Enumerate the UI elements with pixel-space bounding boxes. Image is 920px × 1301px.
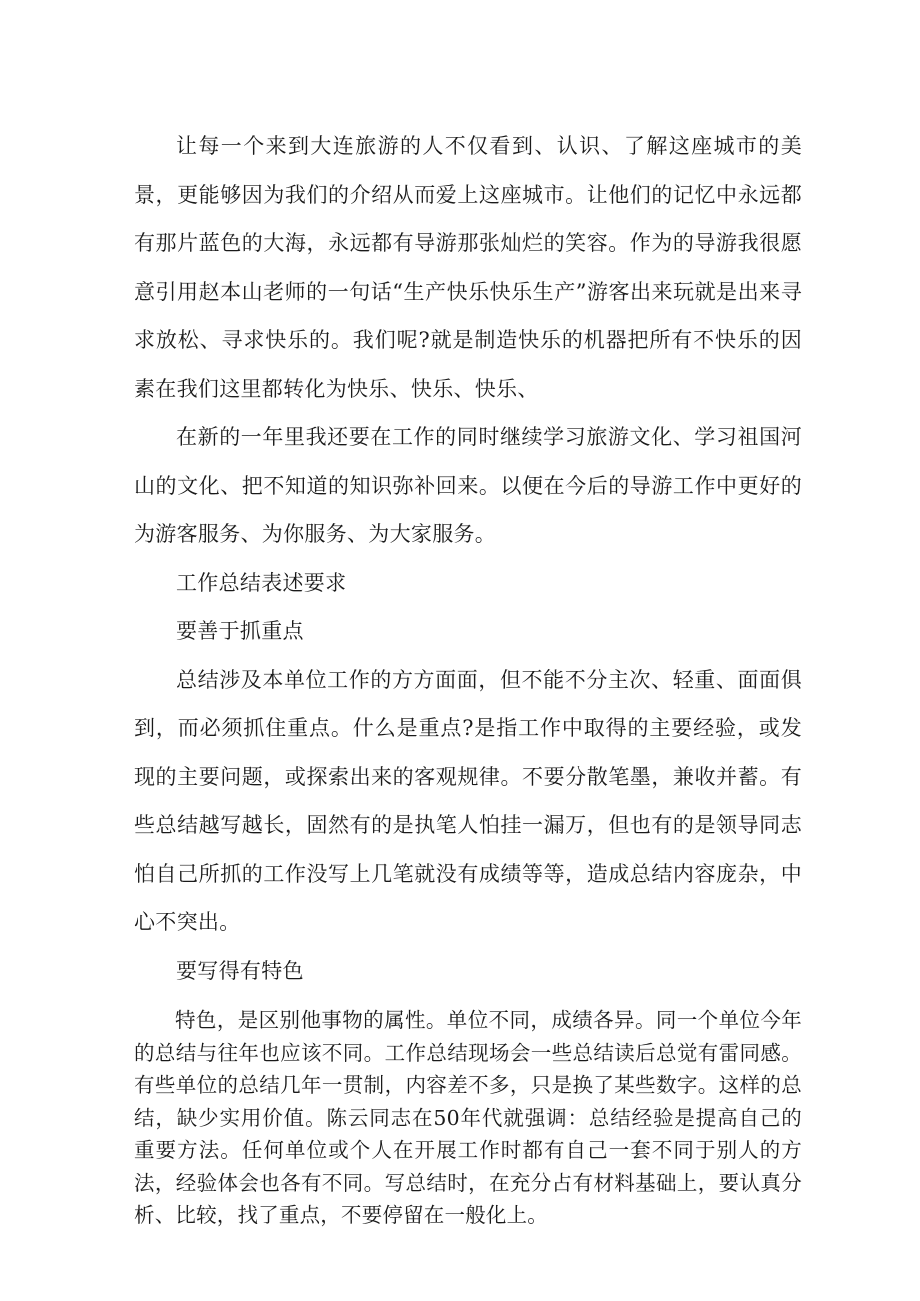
paragraph-new-year-plan: 在新的一年里我还要在工作的同时继续学习旅游文化、学习祖国河山的文化、把不知道的知识弥补回来。以便在今后的导游工作中更好的为游客服务、为你服务、为大家服务。: [134, 425, 802, 546]
document-body: [134, 122, 802, 1232]
paragraph-key-points: 总结涉及本单位工作的方方面面，但不能不分主次、轻重、面面俱到，而必须抓住重点。什么是重点?是指工作中取得的主要经验，或发现的主要问题，或探索出来的客观规律。不要分散笔墨，兼收并蓄。有些总结越写越长，固然有的是执笔人怕挂一漏万，但也有的是领导同志怕自己所抓的工作没写上几笔就没有成绩等等，造成总结内容庞杂，中心不突出。: [134, 667, 802, 934]
subheading-have-characteristics: 要写得有特色: [176, 958, 304, 983]
paragraph-characteristics: 特色，是区别他事物的属性。单位不同，成绩各异。同一个单位今年的总结与往年也应该不同。工作总结现场会一些总结读后总觉有雷同感。有些单位的总结几年一贯制，内容差不多，只是换了某些数字。这样的总结，缺少实用价值。陈云同志在50年代就强调：总结经验是提高自己的重要方法。任何单位或个人在开展工作时都有自己一套不同于别人的方法，经验体会也各有不同。写总结时，在充分占有材料基础上，要认真分析、比较，找了重点，不要停留在一般化上。: [134, 1008, 802, 1227]
section-heading-summary-requirements: 工作总结表述要求: [176, 570, 347, 595]
paragraph-tour-guide-intro: 让每一个来到大连旅游的人不仅看到、认识、了解这座城市的美景，更能够因为我们的介绍从而爱上这座城市。让他们的记忆中永远都有那片蓝色的大海，永远都有导游那张灿烂的笑容。作为的导游我很愿意引用赵本山老师的一句话“生产快乐快乐生产”游客出来玩就是出来寻求放松、寻求快乐的。我们呢?就是制造快乐的机器把所有不快乐的因素在我们这里都转化为快乐、快乐、快乐、: [134, 134, 802, 401]
subheading-focus-on-key-points: 要善于抓重点: [176, 619, 304, 643]
